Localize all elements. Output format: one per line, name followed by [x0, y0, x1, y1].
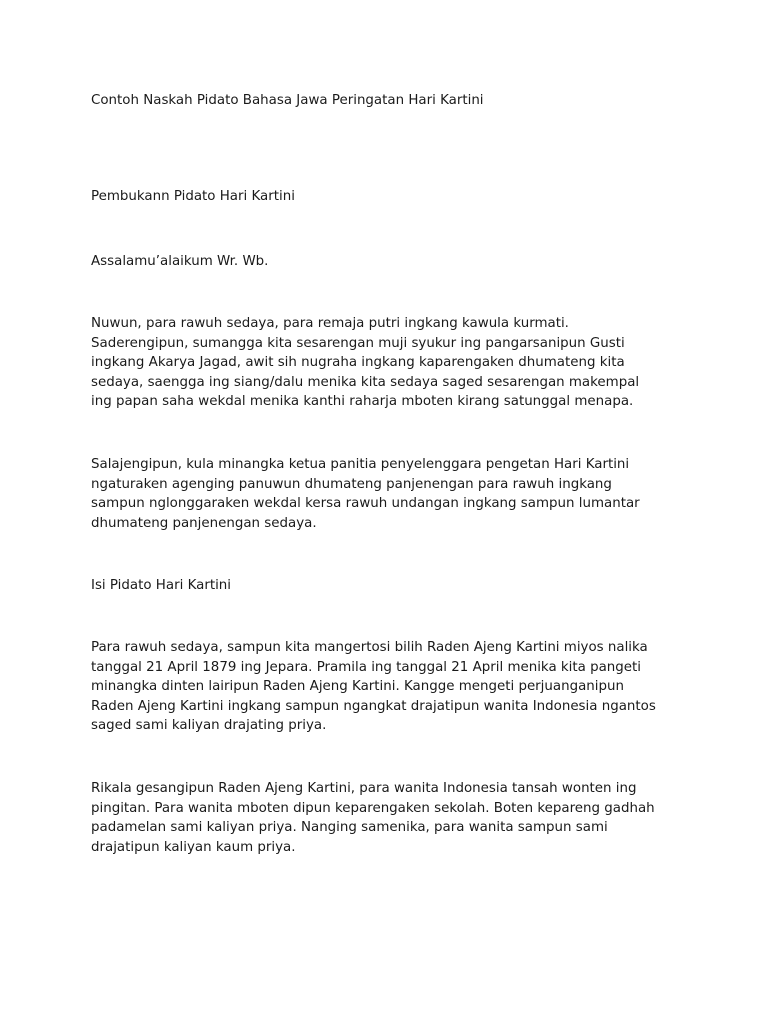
paragraph-3	[91, 638, 691, 736]
paragraph-line: dhumateng panjenengan sedaya.	[91, 515, 317, 531]
paragraph-line: Nuwun, para rawuh sedaya, para remaja putri ingkang kawula kurmati.	[91, 316, 569, 331]
paragraph-line: sedaya, saengga ing siang/dalu menika kita sedaya saged sesarengan makempal	[91, 374, 640, 390]
paragraph-line: ngaturaken agenging panuwun dhumateng panjenengan para rawuh ingkang	[91, 476, 612, 492]
section-heading-content: Isi Pidato Hari Kartini	[91, 578, 231, 593]
document-title: Contoh Naskah Pidato Bahasa Jawa Peringatan Hari Kartini	[91, 93, 484, 108]
paragraph-2	[91, 455, 691, 533]
paragraph-line: ing papan saha wekdal menika kanthi raharja mboten kirang satunggal menapa.	[91, 394, 634, 409]
paragraph-line: padamelan sami kaliyan priya. Nanging samenika, para wanita sampun sami	[91, 820, 608, 835]
paragraph-line: Salajengipun, kula minangka ketua panitia penyelenggara pengetan Hari Kartini	[91, 457, 630, 472]
section-heading-opening: Pembukann Pidato Hari Kartini	[91, 189, 295, 204]
paragraph-line: drajatipun kaliyan kaum priya.	[91, 839, 296, 855]
paragraph-line: pingitan. Para wanita mboten dipun keparengaken sekolah. Boten kepareng gadhah	[91, 800, 655, 816]
paragraph-4	[91, 779, 691, 857]
paragraph-line: Rikala gesangipun Raden Ajeng Kartini, para wanita Indonesia tansah wonten ing	[91, 781, 637, 796]
paragraph-line: Saderengipun, sumangga kita sesarengan muji syukur ing pangarsanipun Gusti	[91, 335, 625, 351]
paragraph-1	[91, 314, 691, 412]
paragraph-line: ingkang Akarya Jagad, awit sih nugraha ingkang kaparengaken dhumateng kita	[91, 355, 625, 370]
paragraph-line: saged sami kaliyan drajating priya.	[91, 718, 327, 733]
paragraph-line: Para rawuh sedaya, sampun kita mangertosi bilih Raden Ajeng Kartini miyos nalika	[91, 640, 648, 655]
paragraph-line: minangka dinten lairipun Raden Ajeng Kartini. Kangge mengeti perjuanganipun	[91, 679, 624, 694]
paragraph-line: tanggal 21 April 1879 ing Jepara. Pramila ing tanggal 21 April menika kita pangeti	[91, 659, 642, 675]
greeting-line: Assalamu’alaikum Wr. Wb.	[91, 254, 269, 269]
paragraph-line: sampun nglonggaraken wekdal kersa rawuh undangan ingkang sampun lumantar	[91, 496, 640, 511]
paragraph-line: Raden Ajeng Kartini ingkang sampun ngangkat drajatipun wanita Indonesia ngantos	[91, 698, 656, 714]
